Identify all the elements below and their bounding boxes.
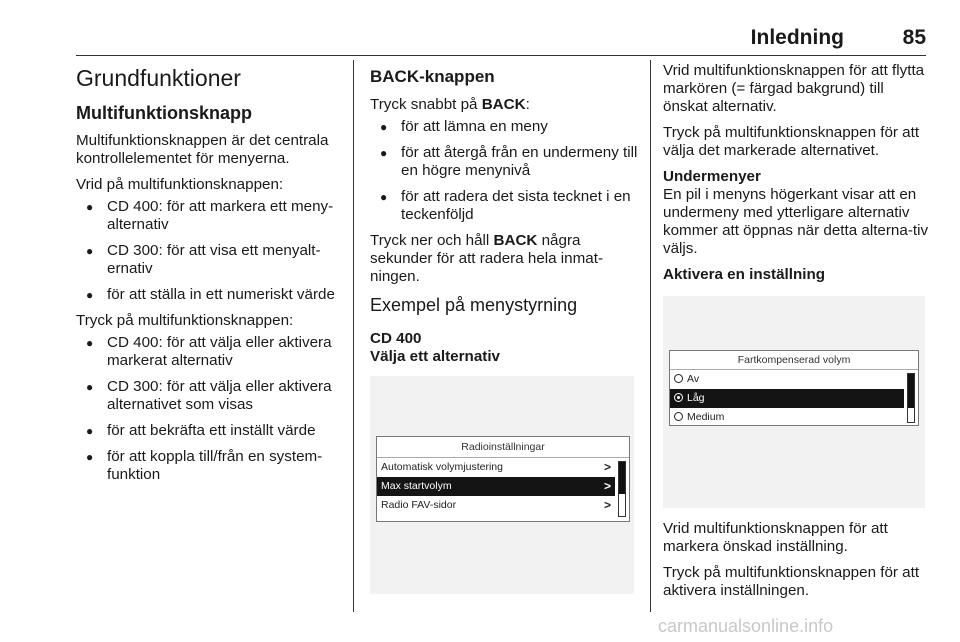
- display-screen: [669, 350, 919, 426]
- heading-aktivera: Aktivera en inställning: [663, 266, 826, 283]
- list-item: ● CD 300: för att visa ett menyalt-ernativ: [76, 242, 342, 278]
- radio-off-icon: [674, 412, 683, 421]
- column-divider-1: [353, 60, 354, 612]
- press-list: [76, 334, 342, 484]
- page-number: 85: [902, 26, 926, 49]
- heading-multifunktionsknapp: Multifunktionsknapp: [76, 103, 252, 123]
- option-label: Av: [687, 373, 700, 385]
- back-key-label: BACK: [493, 232, 538, 249]
- turn-list: [76, 198, 342, 304]
- list-item: ● för att bekräfta ett inställt värde: [76, 422, 342, 440]
- cd-400-label: CD 400: [370, 330, 422, 347]
- column-2: [370, 62, 638, 594]
- display-screen: [376, 436, 630, 522]
- text: Tryck ner och håll: [370, 232, 494, 249]
- radio-on-icon: [674, 393, 683, 402]
- list-item: ● för att ställa in ett numeriskt värde: [76, 286, 342, 304]
- select-label: Välja ett alternativ: [370, 348, 500, 365]
- menu-row-selected: [377, 477, 615, 496]
- list-item: ● för att återgå från en undermeny till en högre menynivå: [370, 144, 638, 180]
- menu-row: [377, 458, 615, 477]
- scrollbar: [618, 461, 626, 517]
- screen-illustration-radio: [370, 376, 634, 594]
- heading-back-knappen: BACK-knappen: [370, 67, 495, 86]
- text: Tryck snabbt på: [370, 96, 482, 113]
- screen-illustration-volume: [663, 296, 925, 508]
- list-item: ● CD 400: för att markera ett meny-alternativ: [76, 198, 342, 234]
- paragraph: Tryck på multifunktionsknappen för att aktivera inställningen.: [663, 564, 920, 599]
- watermark: carmanualsonline.info: [658, 616, 834, 636]
- list-item: ● för att koppla till/från en system-funktion: [76, 448, 342, 484]
- chevron-right-icon: >: [603, 498, 611, 512]
- chevron-right-icon: >: [603, 460, 611, 474]
- option-row: [670, 408, 904, 427]
- list-item: ● CD 300: för att välja eller aktivera alternativet som visas: [76, 378, 342, 414]
- text: några sekunder för att radera hela inmat-ningen.: [370, 232, 603, 285]
- heading-undermenyer: Undermenyer: [663, 168, 761, 185]
- scrollbar-thumb: [908, 374, 914, 408]
- intro-paragraph: Multifunktionsknappen är det centrala kontrollelementet för menyerna.: [76, 132, 329, 167]
- heading-exempel: Exempel på menystyrning: [370, 295, 578, 315]
- paragraph: Vrid multifunktionsknappen för att markera önskad inställning.: [663, 520, 888, 555]
- option-row-selected: [670, 389, 904, 408]
- list-item: ● för att lämna en meny: [370, 118, 638, 136]
- scrollbar-thumb: [619, 462, 625, 494]
- option-label: Medium: [687, 411, 725, 423]
- text: :: [525, 96, 530, 113]
- menu-row-label: Radio FAV-sidor: [381, 499, 457, 511]
- turn-label: Vrid på multifunktionsknappen:: [76, 176, 284, 193]
- back-hold-paragraph: [370, 232, 638, 286]
- screen-title: Radioinställningar: [377, 437, 629, 458]
- chevron-right-icon: >: [603, 479, 611, 493]
- back-list: [370, 118, 638, 224]
- paragraph: Tryck på multifunktionsknappen för att välja det markerade alternativet.: [663, 124, 920, 159]
- header-title: Inledning: [750, 26, 844, 49]
- page-header: [76, 26, 926, 52]
- menu-row: [377, 496, 615, 515]
- column-3: [663, 62, 929, 608]
- option-label: Låg: [687, 392, 705, 404]
- heading-grundfunktioner: Grundfunktioner: [76, 65, 241, 91]
- press-label: Tryck på multifunktionsknappen:: [76, 312, 294, 329]
- option-row: [670, 370, 904, 389]
- paragraph: En pil i menyns högerkant visar att en undermeny med ytterligare alternativ kommer att öppnas när detta alterna-tiv väljs.: [663, 186, 929, 257]
- back-press-paragraph: [370, 96, 638, 114]
- column-1: [76, 62, 342, 492]
- radio-off-icon: [674, 374, 683, 383]
- header-rule: [76, 55, 926, 56]
- list-item: ● för att radera det sista tecknet i en teckenföljd: [370, 188, 638, 224]
- paragraph: Vrid multifunktionsknappen för att flytta markören (= färgad bakgrund) till önskat alternativ.: [663, 62, 925, 115]
- screen-title: Fartkompenserad volym: [670, 351, 918, 370]
- column-divider-2: [650, 60, 651, 612]
- scrollbar: [907, 373, 915, 423]
- menu-row-label: Automatisk volymjustering: [381, 461, 503, 473]
- menu-row-label: Max startvolym: [381, 480, 452, 492]
- list-item: ● CD 400: för att välja eller aktivera markerat alternativ: [76, 334, 342, 370]
- back-key-label: BACK: [481, 96, 526, 113]
